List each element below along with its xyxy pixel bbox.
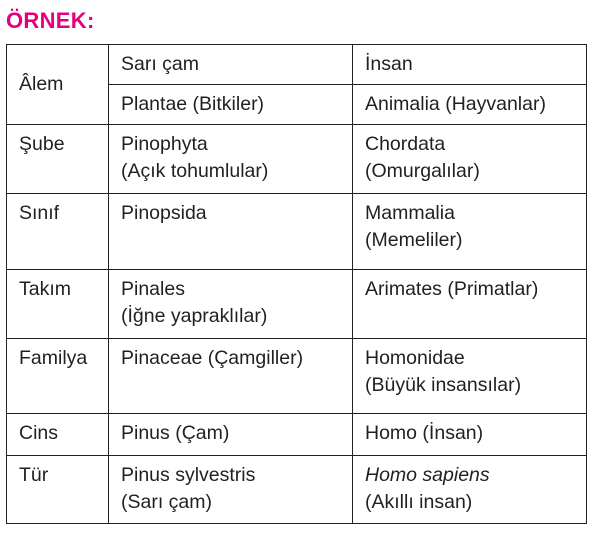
cell-takim-insan	[353, 270, 587, 339]
column-header-insan	[353, 45, 587, 85]
cell-sinif-insan	[353, 194, 587, 270]
cell-sinif-sari-cam	[109, 194, 353, 270]
table-row-sube	[7, 125, 587, 194]
cell-sube-insan-line2: (Omurgalılar)	[365, 160, 480, 182]
column-header-sari-cam	[109, 45, 353, 85]
cell-tur-sari-cam	[109, 456, 353, 524]
table-row-takim	[7, 270, 587, 339]
cell-tur-insan-scientific-name: Homo sapiens	[365, 464, 490, 486]
cell-sinif-insan-line1: Mammalia	[365, 202, 455, 224]
cell-cins-sari-cam	[109, 414, 353, 456]
cell-sinif-sari-cam-line1: Pinopsida	[121, 202, 207, 224]
example-heading: ÖRNEK:	[6, 8, 95, 33]
table-row-sinif	[7, 194, 587, 270]
cell-alem-sari-cam-text: Plantae (Bitkiler)	[121, 93, 265, 115]
rank-cell-alem	[7, 45, 109, 125]
cell-takim-sari-cam-line1: Pinales	[121, 278, 185, 300]
cell-familya-sari-cam-line1: Pinaceae (Çamgiller)	[121, 347, 304, 369]
rank-cell-cins	[7, 414, 109, 456]
cell-familya-sari-cam	[109, 339, 353, 414]
table-row-familya	[7, 339, 587, 414]
rank-cell-familya	[7, 339, 109, 414]
column-header-insan-text: İnsan	[365, 53, 413, 75]
cell-tur-sari-cam-line1: Pinus sylvestris	[121, 464, 256, 486]
rank-label-tur: Tür	[19, 464, 49, 486]
cell-familya-insan	[353, 339, 587, 414]
rank-label-familya: Familya	[19, 347, 88, 369]
cell-sinif-insan-line2: (Memeliler)	[365, 229, 463, 251]
cell-alem-sari-cam	[109, 85, 353, 125]
cell-sube-insan-line1: Chordata	[365, 133, 446, 155]
cell-alem-insan-text: Animalia (Hayvanlar)	[365, 93, 546, 115]
cell-cins-insan-line1: Homo (İnsan)	[365, 422, 484, 444]
rank-label-sinif: Sınıf	[19, 202, 60, 224]
cell-tur-insan-line2: (Akıllı insan)	[365, 491, 473, 513]
cell-sube-sari-cam-line2: (Açık tohumlular)	[121, 160, 269, 182]
cell-sube-sari-cam	[109, 125, 353, 194]
cell-takim-sari-cam-line2: (İğne yapraklılar)	[121, 305, 268, 327]
rank-label-alem: Âlem	[19, 73, 64, 95]
rank-label-cins: Cins	[19, 422, 59, 444]
table-row-tur	[7, 456, 587, 524]
cell-alem-insan	[353, 85, 587, 125]
rank-cell-sinif	[7, 194, 109, 270]
rank-cell-tur	[7, 456, 109, 524]
cell-cins-insan	[353, 414, 587, 456]
rank-cell-takim	[7, 270, 109, 339]
cell-sube-insan	[353, 125, 587, 194]
rank-label-sube: Şube	[19, 133, 65, 155]
rank-label-takim: Takım	[19, 278, 72, 300]
cell-familya-insan-line2: (Büyük insansılar)	[365, 374, 522, 396]
taxonomy-table	[6, 44, 587, 524]
cell-cins-sari-cam-line1: Pinus (Çam)	[121, 422, 230, 444]
cell-tur-insan	[353, 456, 587, 524]
rank-cell-sube	[7, 125, 109, 194]
column-header-sari-cam-text: Sarı çam	[121, 53, 200, 75]
cell-sube-sari-cam-line1: Pinophyta	[121, 133, 208, 155]
table-row-cins	[7, 414, 587, 456]
table-row-alem-header	[7, 45, 587, 85]
cell-tur-sari-cam-line2: (Sarı çam)	[121, 491, 213, 513]
cell-takim-insan-line1: Arimates (Primatlar)	[365, 278, 539, 300]
cell-familya-insan-line1: Homonidae	[365, 347, 465, 369]
cell-takim-sari-cam	[109, 270, 353, 339]
